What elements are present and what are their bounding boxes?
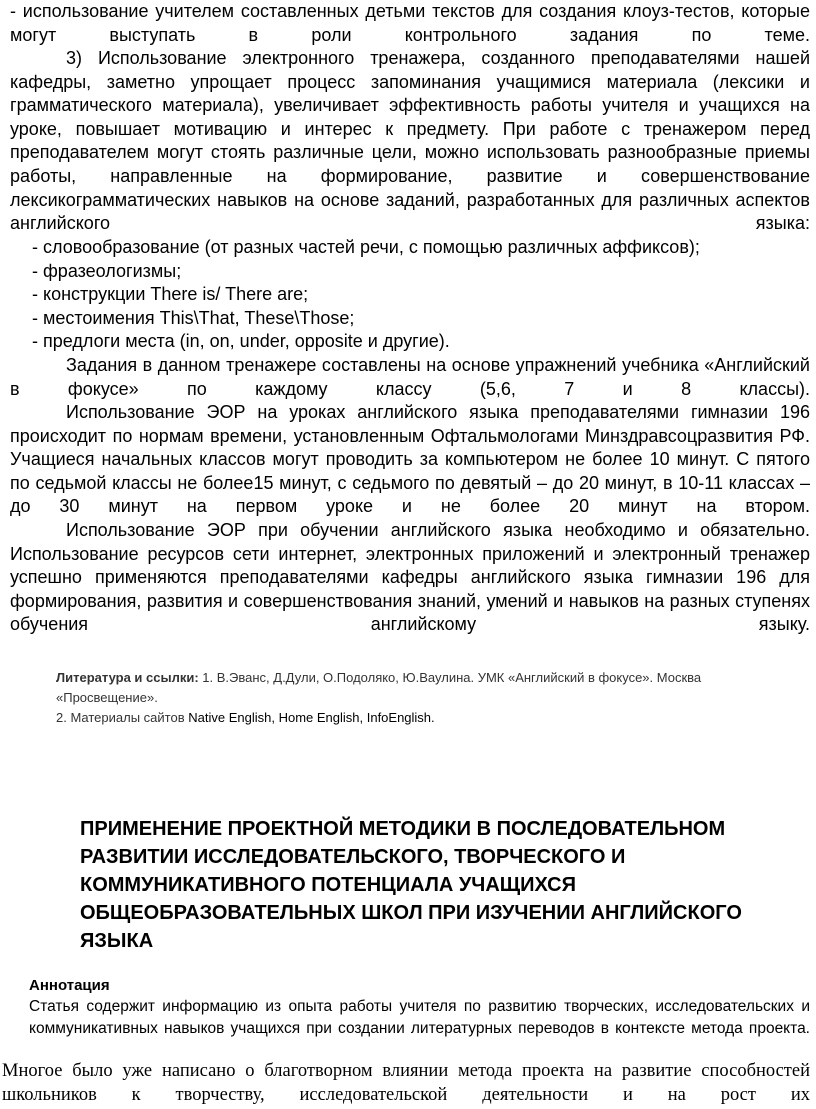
reference-sites: Native English, Home English, InfoEnglish.: [188, 710, 435, 725]
paragraph-tasks: Задания в данном тренажере составлены на основе упражнений учебника «Английский в фокусе» по каждому классу (5,6, 7 и 8 классы).: [10, 355, 810, 399]
paragraph-trainer: 3) Использование электронного тренажера, созданного преподавателями нашей кафедры, заметно упрощает процесс запоминания учащимися материала (лексики и грамматического материала), увеличивает эффективность работы учителя и учащихся на уроке, повышает мотивацию и интерес к предмету. При работе с тренажером перед преподавателем могут стоять различные цели, можно использовать разнообразные приемы работы, направленные на формирование, развитие и совершенствование лексикограмматических навыков на основе заданий, разработанных для различных аспектов английского языка:: [10, 48, 810, 234]
aspects-list: [10, 236, 810, 354]
article-title: ПРИМЕНЕНИЕ ПРОЕКТНОЙ МЕТОДИКИ В ПОСЛЕДОВАТЕЛЬНОМ РАЗВИТИИ ИССЛЕДОВАТЕЛЬСКОГО, ТВОРЧЕСКОГО И КОММУНИКАТИВНОГО ПОТЕНЦИАЛА УЧАЩИХСЯ ОБЩЕОБРАЗОВАТЕЛЬНЫХ ШКОЛ ПРИ ИЗУЧЕНИИ АНГЛИЙСКОГО ЯЗЫКА: [80, 818, 742, 952]
list-item: - словообразование (от разных частей речи, с помощью различных аффиксов);: [32, 237, 700, 257]
annotation-text: Статья содержит информацию из опыта работы учителя по развитию творческих, исследовательских и коммуникативных навыков учащихся при создании литературных переводов в контексте метода проекта.: [29, 998, 810, 1037]
references: [56, 668, 736, 728]
paragraph-eor-norms: Использование ЭОР на уроках английского языка преподавателями гимназии 196 происходит по нормам времени, установленным Офтальмологами Минздравсоцразвития РФ. Учащиеся начальных классов могут проводить за компьютером не более 10 минут. С пятого по седьмой классы не более15 минут, с седьмого по девятый – до 20 минут, в 10-11 классах – до 30 минут на первом уроке и не более 20 минут на втором.: [10, 402, 810, 517]
paragraph-cloze-tests: - использование учителем составленных детьми текстов для создания клоуз-тестов, которые могут выступать в роли контрольного задания по теме.: [10, 1, 810, 45]
reference-1: Литература и ссылки: 1. В.Эванс, Д.Дули, О.Подоляко, Ю.Ваулина. УМК «Английский в фокусе». Москва «Просвещение».: [56, 670, 702, 705]
list-item: - предлоги места (in, on, under, opposite и другие).: [32, 331, 450, 352]
reference-2: 2. Материалы сайтов Native English, Home English, InfoEnglish.: [56, 710, 435, 725]
paragraph-eor-usage: Использование ЭОР при обучении английского языка необходимо и обязательно. Использование ресурсов сети интернет, электронных приложений и электронный тренажер успешно применяются преподавателями кафедры английского языка гимназии 196 для формирования, развития и совершенствования знаний, умений и навыков на разных ступенях обучения английскому языку.: [10, 520, 810, 635]
list-item: - конструкции There is/ There are;: [32, 284, 309, 305]
references-heading: Литература и ссылки:: [56, 670, 199, 685]
annotation-heading: Аннотация: [29, 977, 110, 994]
list-item: - местоимения This\That, These\Those;: [32, 307, 355, 328]
article-body-start: Многое было уже написано о благотворном влиянии метода проекта на развитие способностей школьников к творчеству, исследовательской деятельности и на рост их: [2, 1061, 810, 1105]
list-item: - фразеологизмы;: [32, 260, 182, 281]
